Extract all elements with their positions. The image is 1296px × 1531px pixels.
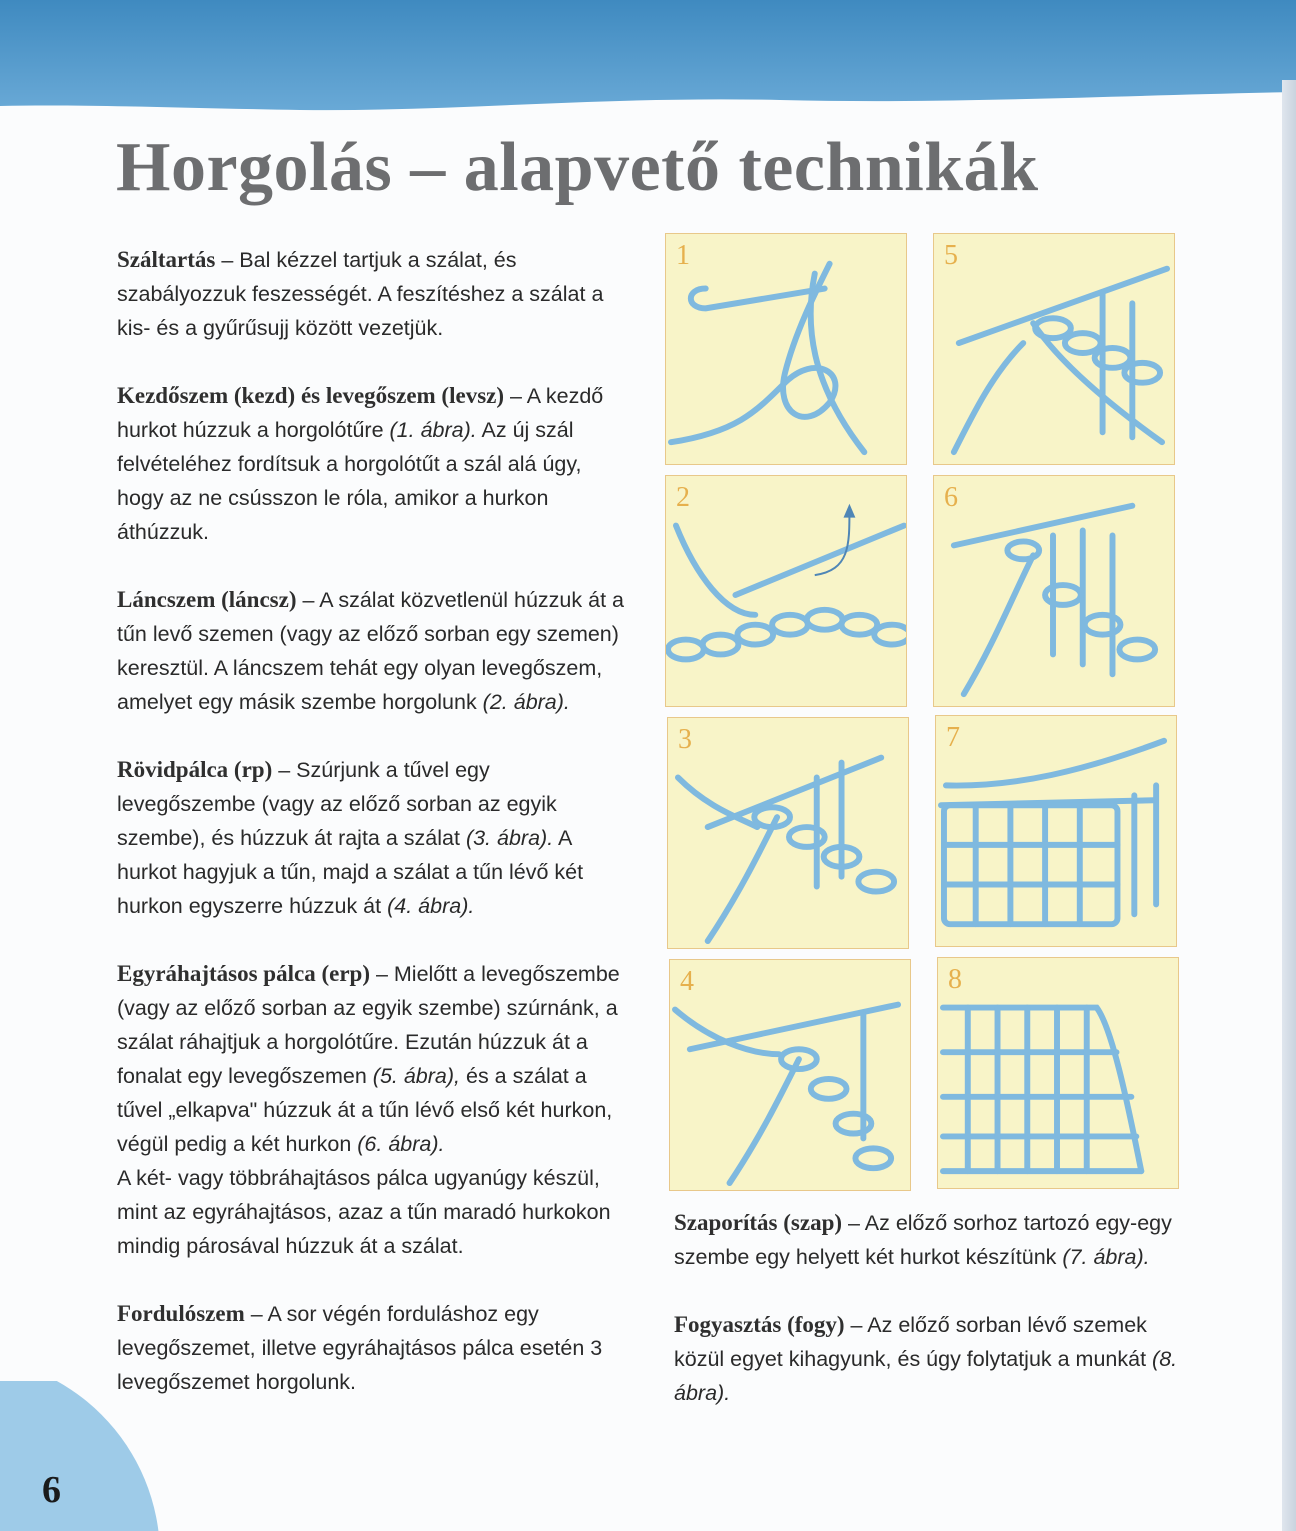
figure-reference: (8. ábra). (674, 1347, 1178, 1405)
section-fordulo (117, 1297, 627, 1399)
figure-number: 6 (944, 482, 958, 513)
figure-reference: (5. ábra), (372, 1064, 461, 1088)
figure-number: 3 (678, 724, 692, 755)
figure-number: 2 (676, 482, 690, 513)
figure-number: 5 (944, 240, 958, 271)
figure-reference: (7. ábra). (1062, 1245, 1150, 1269)
section-term: Száltartás (117, 247, 216, 272)
section-text: – Az előző sorban lévő szemek közül egyet kihagyunk, és úgy folytatjuk a munkát (674, 1313, 1153, 1371)
section-term: Rövidpálca (rp) (117, 757, 273, 782)
section-lancszem (117, 583, 627, 719)
page-title: Horgolás – alapvető technikák (116, 129, 1039, 206)
section-term: Láncszem (láncsz) (117, 587, 297, 612)
left-text-column (117, 243, 627, 1433)
figure-reference: (4. ábra). (387, 894, 475, 918)
figure-number: 1 (676, 240, 690, 271)
section-term: Fogyasztás (fogy) (674, 1312, 845, 1337)
figure-reference: (3. ábra). (465, 826, 554, 850)
section-egyrahajtasos (117, 957, 627, 1161)
section-text: – A kezdő hurkot húzzuk a horgolótűre (117, 384, 604, 442)
section-term: Egyráhajtásos pálca (erp) (117, 961, 370, 986)
section-text: – Mielőtt a levegőszembe (vagy az előző sorban az egyik szembe) szúrnánk, a szálat ráhajtjuk a horgolótűre. Ezután húzzuk át a fonalat egy levegőszemen (117, 962, 620, 1088)
figure-number: 4 (680, 966, 694, 997)
figure-4-single-crochet-finish (669, 959, 911, 1191)
top-wave-band (0, 0, 1296, 130)
section-text: – Az előző sorhoz tartozó egy-egy szembe egy helyett két hurkot készítünk (674, 1211, 1172, 1269)
section-term: Fordulószem (117, 1301, 245, 1326)
figure-1-slip-knot (665, 233, 907, 465)
figure-6-double-crochet-finish (933, 475, 1175, 707)
section-text: és a szálat a tűvel „elkapva" húzzuk át a tűn lévő első két hurkon, végül pedig a két hurkon (117, 1064, 613, 1156)
section-text: – A sor végén forduláshoz egy levegőszemet, illetve egyráhajtásos pálca esetén 3 levegőszemet horgolunk. (117, 1302, 603, 1394)
figure-7-increase (935, 715, 1177, 947)
section-text: – A szálat közvetlenül húzzuk át a tűn levő szemen (vagy az előző sorban egy szemen) keresztül. A láncszem tehát egy olyan levegőszem, amelyet egy másik szembe horgolunk (117, 588, 624, 714)
section-tobbrahajtasos-note: A két- vagy többráhajtásos pálca ugyanúgy készül, mint az egyráhajtásos, azaz a tűn maradó hurkokon mindig párosával húzzuk át a szálat. (117, 1166, 611, 1258)
section-term: Szaporítás (szap) (674, 1210, 843, 1235)
figure-reference: (1. ábra). (389, 418, 477, 442)
slip-knot-illustration (666, 234, 906, 464)
right-text-column (674, 1206, 1194, 1444)
section-kezdoszem (117, 379, 627, 549)
figure-number: 8 (948, 964, 962, 995)
single-crochet-finish-illustration (670, 960, 910, 1190)
increase-illustration (936, 716, 1176, 946)
page-number: 6 (42, 1469, 61, 1511)
figure-5-double-crochet (933, 233, 1175, 465)
section-text: Az új szál felvételéhez fordítsuk a horgolótűt a szál alá úgy, hogy az ne csússzon le róla, amikor a hurkon áthúzzuk. (117, 418, 582, 544)
section-term: Kezdőszem (kezd) és levegőszem (levsz) (117, 383, 505, 408)
section-szaporitas (674, 1206, 1194, 1274)
figure-reference: (2. ábra). (482, 690, 570, 714)
figure-number: 7 (946, 722, 960, 753)
figure-reference: (6. ábra). (357, 1132, 445, 1156)
chain-stitch-illustration (666, 476, 906, 706)
section-szaltartas (117, 243, 627, 345)
section-rovidpalca (117, 753, 627, 923)
section-fogyasztas (674, 1308, 1194, 1410)
page-edge-strip (1282, 80, 1296, 1531)
double-crochet-illustration (934, 234, 1174, 464)
figure-2-chain-stitch (665, 475, 907, 707)
section-text: – Szúrjunk a tűvel egy levegőszembe (vagy az előző sorban az egyik szembe), és húzzuk át rajta a szálat (117, 758, 557, 850)
figure-8-decrease (937, 957, 1179, 1189)
section-text: – Bal kézzel tartjuk a szálat, és szabályozzuk feszességét. A feszítéshez a szálat a kis- és a gyűrűsujj között vezetjük. (117, 248, 604, 340)
double-crochet-finish-illustration (934, 476, 1174, 706)
single-crochet-illustration (668, 718, 908, 948)
decrease-illustration (938, 958, 1178, 1188)
section-text: A hurkot hagyjuk a tűn, majd a szálat a tűn lévő két hurkon egyszerre húzzuk át (117, 826, 584, 918)
figure-3-single-crochet (667, 717, 909, 949)
